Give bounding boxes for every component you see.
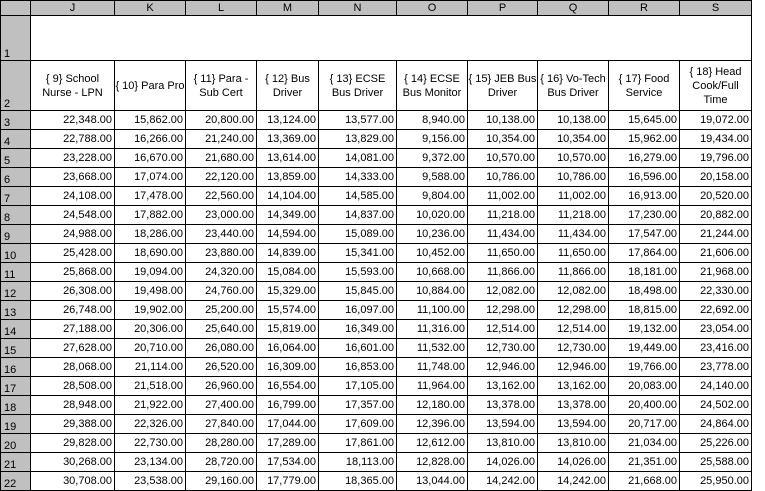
- data-cell[interactable]: 16,596.00: [609, 168, 680, 187]
- data-cell[interactable]: 17,074.00: [115, 168, 186, 187]
- data-cell[interactable]: 18,113.00: [319, 453, 397, 472]
- data-cell[interactable]: 23,054.00: [680, 320, 752, 339]
- data-cell[interactable]: 20,083.00: [609, 377, 680, 396]
- data-cell[interactable]: 12,514.00: [538, 320, 609, 339]
- data-cell[interactable]: 16,349.00: [319, 320, 397, 339]
- data-cell[interactable]: 16,064.00: [257, 339, 319, 358]
- data-cell[interactable]: 17,289.00: [257, 434, 319, 453]
- data-cell[interactable]: 21,680.00: [186, 149, 257, 168]
- column-header[interactable]: M: [257, 1, 319, 16]
- data-cell[interactable]: 13,594.00: [538, 415, 609, 434]
- data-cell[interactable]: 24,502.00: [680, 396, 752, 415]
- data-cell[interactable]: 19,072.00: [680, 111, 752, 130]
- data-cell[interactable]: 23,134.00: [115, 453, 186, 472]
- data-cell[interactable]: 10,570.00: [468, 149, 538, 168]
- column-header-row: [1, 1, 752, 16]
- data-cell[interactable]: 24,988.00: [31, 225, 115, 244]
- data-cell[interactable]: 12,514.00: [468, 320, 538, 339]
- data-cell[interactable]: 11,866.00: [468, 263, 538, 282]
- data-cell[interactable]: 16,097.00: [319, 301, 397, 320]
- data-cell[interactable]: 26,520.00: [186, 358, 257, 377]
- row-header[interactable]: 19: [1, 415, 31, 434]
- data-cell[interactable]: 15,819.00: [257, 320, 319, 339]
- data-cell[interactable]: 24,760.00: [186, 282, 257, 301]
- data-cell[interactable]: 22,348.00: [31, 111, 115, 130]
- data-cell[interactable]: 18,815.00: [609, 301, 680, 320]
- row-header[interactable]: 9: [1, 225, 31, 244]
- column-header[interactable]: P: [468, 1, 538, 16]
- data-cell[interactable]: 28,508.00: [31, 377, 115, 396]
- select-all-corner[interactable]: [1, 1, 31, 16]
- data-cell[interactable]: 17,534.00: [257, 453, 319, 472]
- data-cell[interactable]: 18,286.00: [115, 225, 186, 244]
- table-row: [1, 396, 752, 415]
- data-cell[interactable]: 10,354.00: [538, 130, 609, 149]
- data-cell[interactable]: 18,181.00: [609, 263, 680, 282]
- data-cell[interactable]: 14,839.00: [257, 244, 319, 263]
- data-cell[interactable]: 11,866.00: [538, 263, 609, 282]
- data-cell[interactable]: 19,766.00: [609, 358, 680, 377]
- table-row: [1, 434, 752, 453]
- data-cell[interactable]: 24,320.00: [186, 263, 257, 282]
- table-row: [1, 130, 752, 149]
- data-cell[interactable]: 13,810.00: [468, 434, 538, 453]
- data-cell[interactable]: 15,089.00: [319, 225, 397, 244]
- data-cell[interactable]: 20,882.00: [680, 206, 752, 225]
- table-row: [1, 358, 752, 377]
- data-cell[interactable]: 21,351.00: [609, 453, 680, 472]
- row-header[interactable]: 5: [1, 149, 31, 168]
- row-header[interactable]: 18: [1, 396, 31, 415]
- table-row: [1, 206, 752, 225]
- data-cell[interactable]: 23,416.00: [680, 339, 752, 358]
- data-cell[interactable]: 23,538.00: [115, 472, 186, 491]
- data-cell[interactable]: 12,298.00: [538, 301, 609, 320]
- data-cell[interactable]: 25,200.00: [186, 301, 257, 320]
- data-cell[interactable]: 19,796.00: [680, 149, 752, 168]
- data-cell[interactable]: 15,329.00: [257, 282, 319, 301]
- data-cell[interactable]: 17,861.00: [319, 434, 397, 453]
- row-header[interactable]: 2: [1, 61, 31, 111]
- row-header[interactable]: 13: [1, 301, 31, 320]
- row-header[interactable]: 3: [1, 111, 31, 130]
- column-header[interactable]: L: [186, 1, 257, 16]
- data-cell[interactable]: 15,084.00: [257, 263, 319, 282]
- data-cell[interactable]: 25,226.00: [680, 434, 752, 453]
- data-cell[interactable]: 10,786.00: [538, 168, 609, 187]
- data-cell[interactable]: 21,034.00: [609, 434, 680, 453]
- data-cell[interactable]: 16,670.00: [115, 149, 186, 168]
- data-cell[interactable]: 13,378.00: [468, 396, 538, 415]
- data-cell[interactable]: 13,810.00: [538, 434, 609, 453]
- data-cell[interactable]: 14,594.00: [257, 225, 319, 244]
- data-cell[interactable]: 27,400.00: [186, 396, 257, 415]
- data-cell[interactable]: 9,804.00: [397, 187, 468, 206]
- data-cell[interactable]: 13,614.00: [257, 149, 319, 168]
- table-row: [1, 244, 752, 263]
- data-cell[interactable]: 15,645.00: [609, 111, 680, 130]
- data-cell[interactable]: 11,218.00: [538, 206, 609, 225]
- data-cell[interactable]: 30,708.00: [31, 472, 115, 491]
- data-cell[interactable]: 9,156.00: [397, 130, 468, 149]
- header-cell[interactable]: { 12} Bus Driver: [257, 61, 319, 111]
- data-cell[interactable]: 10,570.00: [538, 149, 609, 168]
- data-cell[interactable]: 23,000.00: [186, 206, 257, 225]
- header-cell[interactable]: { 18} Head Cook/Full Time: [680, 61, 752, 111]
- data-cell[interactable]: 16,601.00: [319, 339, 397, 358]
- data-cell[interactable]: 14,026.00: [468, 453, 538, 472]
- table-row: [1, 339, 752, 358]
- data-cell[interactable]: 16,913.00: [609, 187, 680, 206]
- row-header[interactable]: 7: [1, 187, 31, 206]
- row-header[interactable]: 15: [1, 339, 31, 358]
- data-cell[interactable]: 14,081.00: [319, 149, 397, 168]
- table-row: [1, 282, 752, 301]
- data-cell[interactable]: 18,690.00: [115, 244, 186, 263]
- data-cell[interactable]: 18,365.00: [319, 472, 397, 491]
- column-header[interactable]: K: [115, 1, 186, 16]
- data-cell[interactable]: 11,434.00: [538, 225, 609, 244]
- data-cell[interactable]: 19,902.00: [115, 301, 186, 320]
- data-cell[interactable]: 17,882.00: [115, 206, 186, 225]
- data-cell[interactable]: 27,188.00: [31, 320, 115, 339]
- row-header[interactable]: 21: [1, 453, 31, 472]
- data-cell[interactable]: 13,594.00: [468, 415, 538, 434]
- data-cell[interactable]: 11,650.00: [468, 244, 538, 263]
- data-cell[interactable]: 10,138.00: [468, 111, 538, 130]
- column-header[interactable]: S: [680, 1, 752, 16]
- data-cell[interactable]: 21,244.00: [680, 225, 752, 244]
- data-cell[interactable]: 17,044.00: [257, 415, 319, 434]
- data-cell[interactable]: 14,104.00: [257, 187, 319, 206]
- data-cell[interactable]: 23,880.00: [186, 244, 257, 263]
- data-cell[interactable]: 22,330.00: [680, 282, 752, 301]
- row-header[interactable]: 1: [1, 16, 31, 61]
- data-cell[interactable]: 17,357.00: [319, 396, 397, 415]
- data-cell[interactable]: 13,577.00: [319, 111, 397, 130]
- table-row: [1, 320, 752, 339]
- data-cell[interactable]: 13,369.00: [257, 130, 319, 149]
- data-cell[interactable]: 20,800.00: [186, 111, 257, 130]
- data-cell[interactable]: 12,946.00: [538, 358, 609, 377]
- column-header[interactable]: R: [609, 1, 680, 16]
- row-header[interactable]: 16: [1, 358, 31, 377]
- data-cell[interactable]: 13,859.00: [257, 168, 319, 187]
- header-cell[interactable]: { 11} Para - Sub Cert: [186, 61, 257, 111]
- data-cell[interactable]: 8,940.00: [397, 111, 468, 130]
- data-cell[interactable]: 30,268.00: [31, 453, 115, 472]
- data-cell[interactable]: 10,884.00: [397, 282, 468, 301]
- column-header[interactable]: O: [397, 1, 468, 16]
- data-cell[interactable]: 10,020.00: [397, 206, 468, 225]
- data-cell[interactable]: 16,266.00: [115, 130, 186, 149]
- data-cell[interactable]: 20,158.00: [680, 168, 752, 187]
- data-cell[interactable]: 12,946.00: [468, 358, 538, 377]
- data-cell[interactable]: 20,400.00: [609, 396, 680, 415]
- table-row: [1, 453, 752, 472]
- data-cell[interactable]: 12,082.00: [468, 282, 538, 301]
- row-header[interactable]: 11: [1, 263, 31, 282]
- table-row: [1, 301, 752, 320]
- data-cell[interactable]: 19,449.00: [609, 339, 680, 358]
- row-header[interactable]: 12: [1, 282, 31, 301]
- table-row: [1, 415, 752, 434]
- column-header[interactable]: J: [31, 1, 115, 16]
- data-cell[interactable]: 20,520.00: [680, 187, 752, 206]
- data-cell[interactable]: 12,180.00: [397, 396, 468, 415]
- data-cell[interactable]: 22,560.00: [186, 187, 257, 206]
- data-cell[interactable]: 29,828.00: [31, 434, 115, 453]
- data-cell[interactable]: 26,960.00: [186, 377, 257, 396]
- data-cell[interactable]: 11,002.00: [468, 187, 538, 206]
- data-cell[interactable]: 12,730.00: [468, 339, 538, 358]
- data-cell[interactable]: 15,862.00: [115, 111, 186, 130]
- table-row: [1, 263, 752, 282]
- data-cell[interactable]: 22,788.00: [31, 130, 115, 149]
- column-header[interactable]: Q: [538, 1, 609, 16]
- header-cell[interactable]: { 13} ECSE Bus Driver: [319, 61, 397, 111]
- data-cell[interactable]: 13,162.00: [538, 377, 609, 396]
- header-cell[interactable]: { 14} ECSE Bus Monitor: [397, 61, 468, 111]
- data-cell[interactable]: 13,829.00: [319, 130, 397, 149]
- table-row: [1, 377, 752, 396]
- row-header[interactable]: 6: [1, 168, 31, 187]
- data-cell[interactable]: 21,606.00: [680, 244, 752, 263]
- data-cell[interactable]: 10,236.00: [397, 225, 468, 244]
- data-cell[interactable]: 25,868.00: [31, 263, 115, 282]
- data-cell[interactable]: 13,378.00: [538, 396, 609, 415]
- data-cell[interactable]: 22,120.00: [186, 168, 257, 187]
- data-cell[interactable]: 21,968.00: [680, 263, 752, 282]
- data-cell[interactable]: 25,588.00: [680, 453, 752, 472]
- data-cell[interactable]: 13,162.00: [468, 377, 538, 396]
- row-header[interactable]: 8: [1, 206, 31, 225]
- data-cell[interactable]: 14,837.00: [319, 206, 397, 225]
- data-cell[interactable]: 24,140.00: [680, 377, 752, 396]
- row-header[interactable]: 14: [1, 320, 31, 339]
- data-cell[interactable]: 10,452.00: [397, 244, 468, 263]
- data-cell[interactable]: 14,333.00: [319, 168, 397, 187]
- data-cell[interactable]: 19,094.00: [115, 263, 186, 282]
- data-cell[interactable]: 11,002.00: [538, 187, 609, 206]
- data-cell[interactable]: 12,612.00: [397, 434, 468, 453]
- data-cell[interactable]: 15,341.00: [319, 244, 397, 263]
- data-cell[interactable]: 24,108.00: [31, 187, 115, 206]
- data-cell[interactable]: 17,230.00: [609, 206, 680, 225]
- data-cell[interactable]: 17,609.00: [319, 415, 397, 434]
- data-cell[interactable]: 19,434.00: [680, 130, 752, 149]
- data-cell[interactable]: 11,316.00: [397, 320, 468, 339]
- data-cell[interactable]: 28,948.00: [31, 396, 115, 415]
- row-header[interactable]: 22: [1, 472, 31, 491]
- data-cell[interactable]: 13,044.00: [397, 472, 468, 491]
- data-cell[interactable]: 17,105.00: [319, 377, 397, 396]
- column-header[interactable]: N: [319, 1, 397, 16]
- data-cell[interactable]: 21,240.00: [186, 130, 257, 149]
- data-cell[interactable]: 26,748.00: [31, 301, 115, 320]
- data-cell[interactable]: 14,242.00: [538, 472, 609, 491]
- table-row: [1, 187, 752, 206]
- data-cell[interactable]: 10,786.00: [468, 168, 538, 187]
- data-cell[interactable]: 12,396.00: [397, 415, 468, 434]
- data-cell[interactable]: 10,138.00: [538, 111, 609, 130]
- data-cell[interactable]: 13,124.00: [257, 111, 319, 130]
- data-cell[interactable]: 22,326.00: [115, 415, 186, 434]
- data-cell[interactable]: 19,498.00: [115, 282, 186, 301]
- data-cell[interactable]: 19,132.00: [609, 320, 680, 339]
- data-cell[interactable]: 11,748.00: [397, 358, 468, 377]
- row-header[interactable]: 4: [1, 130, 31, 149]
- table-row: [1, 472, 752, 491]
- data-cell[interactable]: 14,349.00: [257, 206, 319, 225]
- data-cell[interactable]: 15,845.00: [319, 282, 397, 301]
- blank-row: [1, 16, 752, 61]
- data-cell[interactable]: 14,242.00: [468, 472, 538, 491]
- row-header[interactable]: 17: [1, 377, 31, 396]
- empty-cell[interactable]: [31, 16, 752, 61]
- data-cell[interactable]: 11,532.00: [397, 339, 468, 358]
- data-cell[interactable]: 23,668.00: [31, 168, 115, 187]
- data-cell[interactable]: 9,588.00: [397, 168, 468, 187]
- data-cell[interactable]: 11,100.00: [397, 301, 468, 320]
- data-cell[interactable]: 26,080.00: [186, 339, 257, 358]
- data-cell[interactable]: 23,778.00: [680, 358, 752, 377]
- row-header[interactable]: 10: [1, 244, 31, 263]
- data-cell[interactable]: 17,779.00: [257, 472, 319, 491]
- data-cell[interactable]: 15,962.00: [609, 130, 680, 149]
- data-cell[interactable]: 24,548.00: [31, 206, 115, 225]
- header-cell[interactable]: { 16} Vo-Tech Bus Driver: [538, 61, 609, 111]
- table-row: [1, 111, 752, 130]
- data-cell[interactable]: 16,799.00: [257, 396, 319, 415]
- data-cell[interactable]: 9,372.00: [397, 149, 468, 168]
- data-cell[interactable]: 11,964.00: [397, 377, 468, 396]
- data-cell[interactable]: 25,950.00: [680, 472, 752, 491]
- data-cell[interactable]: 27,628.00: [31, 339, 115, 358]
- data-cell[interactable]: 12,082.00: [538, 282, 609, 301]
- data-cell[interactable]: 29,388.00: [31, 415, 115, 434]
- data-cell[interactable]: 20,306.00: [115, 320, 186, 339]
- data-cell[interactable]: 17,547.00: [609, 225, 680, 244]
- data-cell[interactable]: 14,585.00: [319, 187, 397, 206]
- data-cell[interactable]: 28,280.00: [186, 434, 257, 453]
- data-cell[interactable]: 12,730.00: [538, 339, 609, 358]
- data-cell[interactable]: 28,720.00: [186, 453, 257, 472]
- row-header[interactable]: 20: [1, 434, 31, 453]
- data-cell[interactable]: 24,864.00: [680, 415, 752, 434]
- data-cell[interactable]: 16,279.00: [609, 149, 680, 168]
- data-cell[interactable]: 23,440.00: [186, 225, 257, 244]
- data-cell[interactable]: 26,308.00: [31, 282, 115, 301]
- header-cell[interactable]: { 15} JEB Bus Driver: [468, 61, 538, 111]
- data-cell[interactable]: 16,554.00: [257, 377, 319, 396]
- data-cell[interactable]: 12,298.00: [468, 301, 538, 320]
- table-row: [1, 149, 752, 168]
- data-cell[interactable]: 21,922.00: [115, 396, 186, 415]
- header-cell[interactable]: { 10} Para Pro: [115, 61, 186, 111]
- data-cell[interactable]: 21,114.00: [115, 358, 186, 377]
- data-cell[interactable]: 21,518.00: [115, 377, 186, 396]
- data-cell[interactable]: 15,593.00: [319, 263, 397, 282]
- title-row: [1, 61, 752, 111]
- data-cell[interactable]: 17,478.00: [115, 187, 186, 206]
- data-cell[interactable]: 25,640.00: [186, 320, 257, 339]
- data-cell[interactable]: 12,828.00: [397, 453, 468, 472]
- data-cell[interactable]: 20,710.00: [115, 339, 186, 358]
- data-cell[interactable]: 16,309.00: [257, 358, 319, 377]
- data-cell[interactable]: 17,864.00: [609, 244, 680, 263]
- data-cell[interactable]: 21,668.00: [609, 472, 680, 491]
- header-cell[interactable]: { 17} Food Service: [609, 61, 680, 111]
- data-cell[interactable]: 11,218.00: [468, 206, 538, 225]
- data-cell[interactable]: 11,650.00: [538, 244, 609, 263]
- table-row: [1, 225, 752, 244]
- data-cell[interactable]: 25,428.00: [31, 244, 115, 263]
- data-cell[interactable]: 27,840.00: [186, 415, 257, 434]
- data-cell[interactable]: 29,160.00: [186, 472, 257, 491]
- data-cell[interactable]: 28,068.00: [31, 358, 115, 377]
- data-cell[interactable]: 20,717.00: [609, 415, 680, 434]
- table-row: [1, 168, 752, 187]
- data-cell[interactable]: 10,668.00: [397, 263, 468, 282]
- header-cell[interactable]: { 9} School Nurse - LPN: [31, 61, 115, 111]
- data-cell[interactable]: 22,730.00: [115, 434, 186, 453]
- data-cell[interactable]: 15,574.00: [257, 301, 319, 320]
- data-cell[interactable]: 16,853.00: [319, 358, 397, 377]
- data-cell[interactable]: 10,354.00: [468, 130, 538, 149]
- data-cell[interactable]: 22,692.00: [680, 301, 752, 320]
- data-cell[interactable]: 18,498.00: [609, 282, 680, 301]
- data-cell[interactable]: 11,434.00: [468, 225, 538, 244]
- data-cell[interactable]: 14,026.00: [538, 453, 609, 472]
- data-cell[interactable]: 23,228.00: [31, 149, 115, 168]
